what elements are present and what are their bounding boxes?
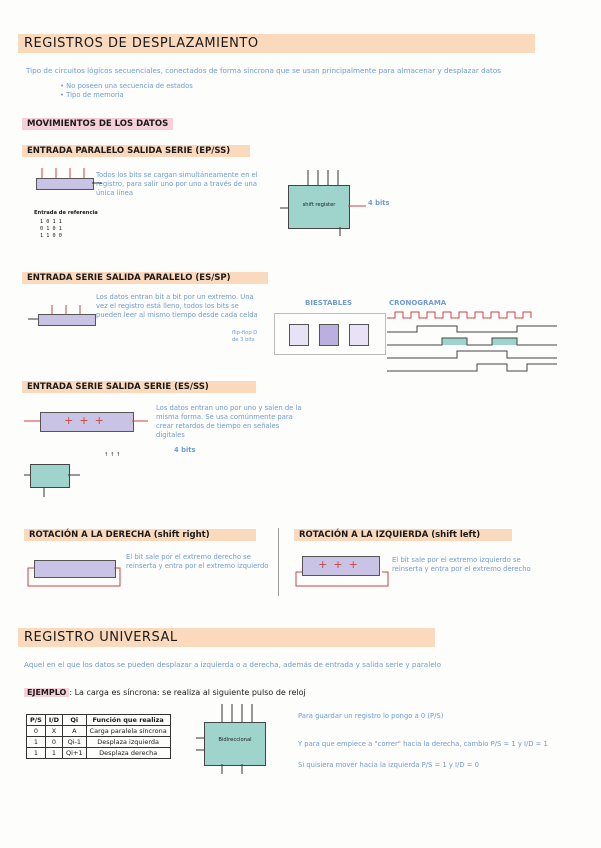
ss-arrows [24, 410, 154, 440]
table-header: Qi [63, 715, 87, 726]
rot-left-loop [294, 550, 394, 586]
pp-chip-label: shift register [302, 202, 336, 208]
ejemplo-text: : La carga es síncrona: se realiza al siguiente pulso de reloj [69, 688, 306, 697]
table-row: 1 1 Qi+1 Desplaza derecha [27, 748, 171, 759]
flipflop-block [289, 324, 309, 346]
table-header: I/D [45, 715, 62, 726]
sp-flipflop-note: flip-flop D de 3 bits [232, 330, 258, 343]
biestables-label: BIESTABLES [305, 299, 353, 307]
ss-chip-pins [24, 455, 84, 505]
cronograma-label: CRONOGRAMA [389, 299, 447, 307]
ss-description: Los datos entran uno por uno y salen de la misma forma. Se usa comúnmente para crear retardos de tiempo en señales digitales [156, 404, 302, 439]
page-title: REGISTROS DE DESPLAZAMIENTO [18, 34, 535, 53]
flipflop-block [319, 324, 339, 346]
ss-out-label: 4 bits [174, 446, 196, 454]
table-row: 1 0 Qi-1 Desplaza izquierda [27, 737, 171, 748]
rot-right-title: ROTACIÓN A LA DERECHA (shift right) [24, 529, 256, 541]
ejemplo-line [24, 688, 306, 697]
pp-arrows [30, 168, 100, 198]
universal-title: REGISTRO UNIVERSAL [18, 628, 435, 647]
table-row: 0 X A Carga paralela síncrona [27, 726, 171, 737]
universal-truth-table [26, 714, 171, 759]
universal-note: Si quisiera mover hacia la izquierda P/S = 1 y I/D = 0 [298, 761, 479, 769]
ejemplo-label: EJEMPLO [24, 688, 69, 697]
flipflop-block [349, 324, 369, 346]
ss-title: ENTRADA SERIE SALIDA SERIE (ES/SS) [22, 381, 256, 393]
rot-right-loop [26, 552, 126, 588]
rot-divider [278, 528, 279, 596]
table-header: Función que realiza [86, 715, 170, 726]
ss-register: +++ [40, 412, 134, 432]
pp-mini-table: 1 0 1 1 0 1 0 1 1 1 0 0 [40, 219, 62, 239]
sp-title: ENTRADA SERIE SALIDA PARALELO (ES/SP) [22, 272, 268, 284]
movimientos-heading: MOVIMIENTOS DE LOS DATOS [22, 118, 173, 130]
universal-chip-label: Bidireccional [218, 737, 252, 743]
biestables-diagram [274, 313, 386, 355]
pp-title: ENTRADA PARALELO SALIDA SERIE (EP/SS) [22, 145, 250, 157]
intro-bullet: • No poseen una secuencia de estados [60, 82, 193, 90]
universal-description: Aquel en el que los datos se pueden desplazar a izquierda o a derecha, además de entrada y salida serie y paralelo [24, 660, 442, 669]
rot-left-title: ROTACIÓN A LA IZQUIERDA (shift left) [294, 529, 512, 541]
rot-right-description: El bit sale por el extremo derecho se reinserta y entra por el extremo izquierdo [126, 553, 269, 570]
intro-bullet: • Tipo de memoria [60, 91, 124, 99]
intro-text: Tipo de circuitos lógicos secuenciales, conectados de forma síncrona que se usan principalmente para almacenar y desplazar datos [26, 66, 502, 75]
pp-table-title: Entrada de referencia [34, 210, 98, 216]
pp-out-label: 4 bits [368, 199, 390, 207]
timing-diagram [382, 308, 572, 378]
pp-description: Todos los bits se cargan simultáneamente en el registro, para salir uno por uno a través de una única línea [96, 171, 258, 197]
universal-note: Para guardar un registro lo pongo a 0 (P/S) [298, 712, 444, 720]
sp-description: Los datos entran bit a bit por un extremo. Una vez el registro está lleno, todos los bits se pueden leer al mismo tiempo desde cada celda [96, 293, 258, 319]
table-header: P/S [27, 715, 46, 726]
universal-chip-pins [196, 704, 296, 780]
ss-clock-label: ↑ ↑ ↑ [104, 452, 121, 458]
rot-left-register: +++ [302, 556, 380, 576]
rot-left-description: El bit sale por el extremo izquierdo se reinserta y entra por el extremo derecho [392, 556, 531, 573]
universal-note: Y para que empiece a "correr" hacia la derecha, cambio P/S = 1 y I/D = 1 [298, 740, 548, 748]
